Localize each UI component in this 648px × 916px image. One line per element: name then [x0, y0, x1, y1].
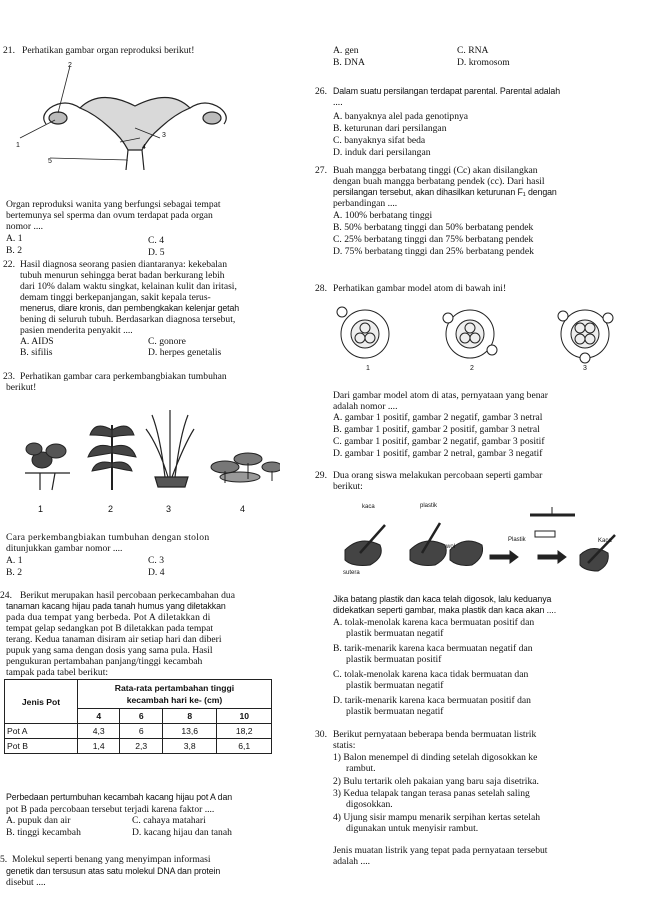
q30-item-2: 2) Bulu tertarik oleh pakaian yang baru saja disetrika.	[333, 776, 539, 787]
uterus-shape	[80, 97, 190, 150]
q30-item-1	[333, 752, 537, 774]
q26-option-c[interactable]: C. banyaknya sifat beda	[333, 135, 426, 146]
organ-label-3: 3	[162, 132, 166, 139]
q23-number: 23.	[3, 371, 15, 382]
q27-line-4: perbandingan ....	[333, 198, 398, 209]
table-header-group-l2: kecambah hari ke- (cm)	[126, 695, 223, 705]
q29-option-d-l2: plastik bermuatan negatif	[346, 706, 444, 717]
q30-item-3-l2: digosokkan.	[346, 799, 393, 811]
static-charge-experiment-figure	[330, 505, 630, 585]
q21-intro: Perhatikan gambar organ reproduksi berikut!	[22, 45, 195, 56]
q25-option-a[interactable]: A. gen	[333, 45, 359, 56]
q22-line-4: demam tinggi berkepanjangan, sakit kepala terus-	[20, 292, 211, 303]
q22-line-5: menerus, diare kronis, dan pembengkakan kelenjar getah	[20, 303, 240, 313]
q23-option-a[interactable]: A. 1	[6, 555, 23, 566]
q27-option-c[interactable]: C. 25% berbatang tinggi dan 75% berbatang pendek	[333, 234, 534, 245]
q24-number: 24.	[0, 590, 12, 601]
q30-intro-l1: Berikut pernyataan beberapa benda bermuatan listrik	[333, 729, 537, 740]
q29-option-d-l1: D. tarik-menarik karena kaca bermuatan positif dan	[333, 695, 531, 706]
q28-option-d[interactable]: D. gambar 1 positif, gambar 2 netral, gambar 3 negatif	[333, 448, 543, 459]
plant-label-3: 3	[166, 504, 172, 514]
q27-line-3: persilangan tersebut, akan dihasilkan keturunan F₁ dengan	[333, 187, 557, 197]
q24-line-8: tampak pada tabel berikut:	[6, 667, 109, 678]
q28-option-a[interactable]: A. gambar 1 positif, gambar 2 negatif, gambar 3 netral	[333, 412, 543, 423]
atom-1	[337, 307, 389, 358]
q25-line-3: disebut ....	[6, 877, 46, 888]
q29-option-c-l2: plastik bermuatan negatif	[346, 680, 444, 691]
q24-option-a[interactable]: A. pupuk dan air	[6, 815, 71, 826]
q22-line-7: pasien menderita penyakit ....	[20, 325, 133, 336]
q23-intro-l2: berikut!	[6, 382, 37, 393]
atom-label-1: 1	[366, 365, 370, 372]
q25-option-b[interactable]: B. DNA	[333, 57, 365, 68]
q22-line-3: dari 10% dalam waktu singkat, kelainan kulit dan iritasi,	[20, 281, 237, 292]
plant-label-2: 2	[108, 504, 114, 514]
q27-option-d[interactable]: D. 75% berbatang tinggi dan 25% berbatang pendek	[333, 246, 534, 257]
table-cell: 2,3	[120, 739, 162, 754]
q24-question-l1: Perbedaan pertumbuhan kecambah kacang hijau pot A dan	[6, 792, 233, 802]
q24-line-6: pupuk yang sama dengan dosis yang sama pula. Hasil	[6, 645, 213, 656]
plant-reproduction-figure	[20, 405, 280, 500]
q28-intro: Perhatikan gambar model atom di bawah ini!	[333, 283, 507, 294]
q26-number: 26.	[315, 86, 327, 97]
table-header-group	[78, 680, 272, 709]
table-cell: 4,3	[78, 724, 120, 739]
vagina	[126, 150, 144, 170]
growth-table	[4, 679, 272, 754]
q21-option-b[interactable]: B. 2	[6, 245, 22, 256]
q21-question-l3: nomor ....	[6, 221, 44, 232]
hand-4	[580, 548, 608, 571]
table-cell: 18,2	[217, 724, 272, 739]
q28-question-l1: Dari gambar model atom di atas, pernyataan yang benar	[333, 390, 548, 401]
q23-option-d[interactable]: D. 4	[148, 567, 165, 578]
fig-label-kaca: kaca	[362, 504, 375, 510]
q29-option-a-l1: A. tolak-menolak karena kaca bermuatan positif dan	[333, 617, 535, 628]
table-cell: 6,1	[217, 739, 272, 754]
fig-label-kaca2: Kaca	[598, 538, 612, 544]
q30-number: 30.	[315, 729, 327, 740]
q27-line-2: dengan buah mangga berbatang pendek (cc). Dari hasil	[333, 176, 545, 187]
table-header-day: 6	[120, 709, 162, 724]
q30-item-3	[333, 788, 530, 810]
atom-label-2: 2	[470, 365, 474, 372]
q29-option-b-l1: B. tarik-menarik karena kaca bermuatan negatif dan	[333, 643, 533, 654]
q24-option-c[interactable]: C. cahaya matahari	[132, 815, 206, 826]
q24-line-4: tempat gelap sedangkan pot B diletakkan pada tempat	[6, 623, 213, 634]
table-cell: Pot A	[5, 724, 78, 739]
fig-label-plastik: plastik	[420, 503, 438, 509]
q28-option-b[interactable]: B. gambar 1 positif, gambar 2 positif, gambar 3 netral	[333, 424, 540, 435]
table-header-day: 8	[162, 709, 216, 724]
plant-label-4: 4	[240, 504, 246, 514]
q21-option-a[interactable]: A. 1	[6, 233, 23, 244]
plant-2-cutting	[88, 425, 136, 490]
q25-line-1: Molekul seperti benang yang menyimpan informasi	[12, 854, 211, 865]
q29-question-l2: didekatkan seperti gambar, maka plastik dan kaca akan ....	[333, 605, 557, 615]
hand-1	[345, 541, 381, 565]
organ-label-2: 2	[68, 62, 72, 69]
table-header-day: 4	[78, 709, 120, 724]
q28-option-c[interactable]: C. gambar 1 positif, gambar 2 negatif, gambar 3 positif	[333, 436, 545, 447]
q29-intro-l2: berikut:	[333, 481, 363, 492]
q30-intro-l2: statis:	[333, 740, 356, 751]
q23-question-l1: Cara perkembangbiakan tumbuhan dengan stolon	[6, 532, 210, 543]
q21-option-c[interactable]: C. 4	[148, 235, 164, 246]
q27-number: 27.	[315, 165, 327, 176]
q22-option-a[interactable]: A. AIDS	[20, 336, 54, 347]
q28-number: 28.	[315, 283, 327, 294]
q23-question-l2: ditunjukkan gambar nomor ....	[6, 543, 123, 554]
q25-option-c[interactable]: C. RNA	[457, 45, 489, 56]
q22-number: 22.	[3, 259, 15, 270]
table-cell: Pot B	[5, 739, 78, 754]
q22-line-1: Hasil diagnosa seorang pasien diantaranya: kekebalan	[20, 259, 227, 270]
q27-line-1: Buah mangga berbatang tinggi (Cc) akan disilangkan	[333, 165, 538, 176]
q28-question-l2: adalah nomor ....	[333, 401, 398, 412]
q24-line-5: terang. Kedua tanaman disiram air setiap hari dan diberi	[6, 634, 222, 645]
q25-number: 5.	[0, 854, 8, 865]
q29-option-c[interactable]	[333, 669, 528, 691]
plant-1-stolon	[25, 443, 70, 490]
table-cell: 13,6	[162, 724, 216, 739]
q24-line-2: tanaman kacang hijau pada tanah humus yang diletakkan	[6, 601, 226, 611]
table-cell: 6	[120, 724, 162, 739]
q22-line-2: tubuh menurun sehingga berat badan berkurang lebih	[20, 270, 225, 281]
fig-label-wol: wol	[446, 544, 456, 550]
q26-option-a[interactable]: A. banyaknya alel pada genotipnya	[333, 111, 469, 122]
table-header-day: 10	[217, 709, 272, 724]
arrow-1	[490, 551, 518, 563]
atom-2	[443, 310, 497, 358]
arrow-2	[538, 551, 566, 563]
q30-question-l1: Jenis muatan listrik yang tepat pada pernyataan tersebut	[333, 845, 548, 856]
q29-option-b-l2: plastik bermuatan positif	[346, 654, 442, 665]
q24-option-d[interactable]: D. kacang hijau dan tanah	[132, 827, 232, 838]
q30-item-3-l1: 3) Kedua telapak tangan terasa panas setelah saling	[333, 788, 530, 799]
q21-number: 21.	[3, 45, 15, 56]
q22-option-d[interactable]: D. herpes genetalis	[148, 347, 222, 358]
table-header-pot: Jenis Pot	[5, 680, 78, 724]
q21-question-l1: Organ reproduksi wanita yang berfungsi sebagai tempat	[6, 199, 221, 210]
q23-option-b[interactable]: B. 2	[6, 567, 22, 578]
q24-option-b[interactable]: B. tinggi kecambah	[6, 827, 81, 838]
right-ovary	[203, 112, 221, 124]
q21-option-d[interactable]: D. 5	[148, 247, 165, 258]
q24-line-1: Berikut merupakan hasil percobaan perkecambahan dua	[20, 590, 235, 601]
organ-label-4: 4	[142, 144, 146, 151]
atom-models-figure	[320, 300, 640, 370]
atom-3	[558, 310, 613, 363]
q22-line-6: bening di seluruh tubuh. Berdasarkan diagnosa tersebut,	[20, 314, 236, 325]
table-row	[5, 724, 272, 739]
q24-line-3: pada dua tempat yang berbeda. Pot A diletakkan di	[6, 612, 211, 623]
q29-option-d[interactable]	[333, 695, 531, 717]
organ-label-5: 5	[48, 158, 52, 165]
q24-line-7: pengukuran pertambahan panjang/tinggi kecambah	[6, 656, 203, 667]
plant-3-rhizome	[146, 410, 194, 487]
q30-item-4-l2: digunakan untuk menyisir rambut.	[346, 823, 479, 835]
q22-option-c[interactable]: C. gonore	[148, 336, 186, 347]
q26-line-2: ....	[333, 97, 343, 108]
q29-intro-l1: Dua orang siswa melakukan percobaan seperti gambar	[333, 470, 543, 481]
plant-4-fungi	[211, 453, 280, 483]
plant-label-1: 1	[38, 504, 44, 514]
q27-option-a[interactable]: A. 100% berbatang tinggi	[333, 210, 433, 221]
q29-option-b[interactable]	[333, 643, 533, 665]
q25-option-d[interactable]: D. kromosom	[457, 57, 510, 68]
atom-label-3: 3	[583, 365, 587, 372]
q30-item-4-l1: 4) Ujung sisir mampu menarik serpihan kertas setelah	[333, 812, 541, 823]
q26-option-d[interactable]: D. induk dari persilangan	[333, 147, 431, 158]
q29-option-a-l2: plastik bermuatan negatif	[346, 628, 444, 639]
table-header-group-l1: Rata-rata pertambahan tinggi	[114, 683, 235, 693]
q30-item-4	[333, 812, 540, 834]
table-row	[5, 739, 272, 754]
q26-line-1: Dalam suatu persilangan terdapat parental. Parental adalah	[333, 86, 560, 96]
table-cell: 1,4	[78, 739, 120, 754]
q24-question-l2: pot B pada percobaan tersebut terjadi karena faktor ....	[6, 804, 215, 815]
q27-option-b[interactable]: B. 50% berbatang tinggi dan 50% berbatang pendek	[333, 222, 534, 233]
q30-item-1-l1: 1) Balon menempel di dinding setelah digosokkan ke	[333, 752, 538, 763]
q29-question-l1: Jika batang plastik dan kaca telah digosok, lalu keduanya	[333, 594, 552, 604]
table-cell: 3,8	[162, 739, 216, 754]
q21-question-l2: bertemunya sel sperma dan ovum terdapat pada organ	[6, 210, 213, 221]
fig-label-plastik2: Plastik	[508, 537, 526, 543]
q23-option-c[interactable]: C. 3	[148, 555, 164, 566]
q29-option-a[interactable]	[333, 617, 534, 639]
q30-question-l2: adalah ....	[333, 856, 371, 867]
q29-option-c-l1: C. tolak-menolak karena kaca tidak bermuatan dan	[333, 669, 529, 680]
q29-number: 29.	[315, 470, 327, 481]
q23-intro-l1: Perhatikan gambar cara perkembangbiakan tumbuhan	[20, 371, 227, 382]
organ-label-1: 1	[16, 142, 20, 149]
q22-option-b[interactable]: B. sifilis	[20, 347, 53, 358]
q25-line-2: genetik dan tersusun atas satu molekul DNA dan protein	[6, 866, 221, 876]
q26-option-b[interactable]: B. keturunan dari persilangan	[333, 123, 447, 134]
q30-item-1-l2: rambut.	[346, 763, 376, 775]
left-ovary	[49, 112, 67, 124]
fig-label-sutera: sutera	[343, 570, 360, 576]
